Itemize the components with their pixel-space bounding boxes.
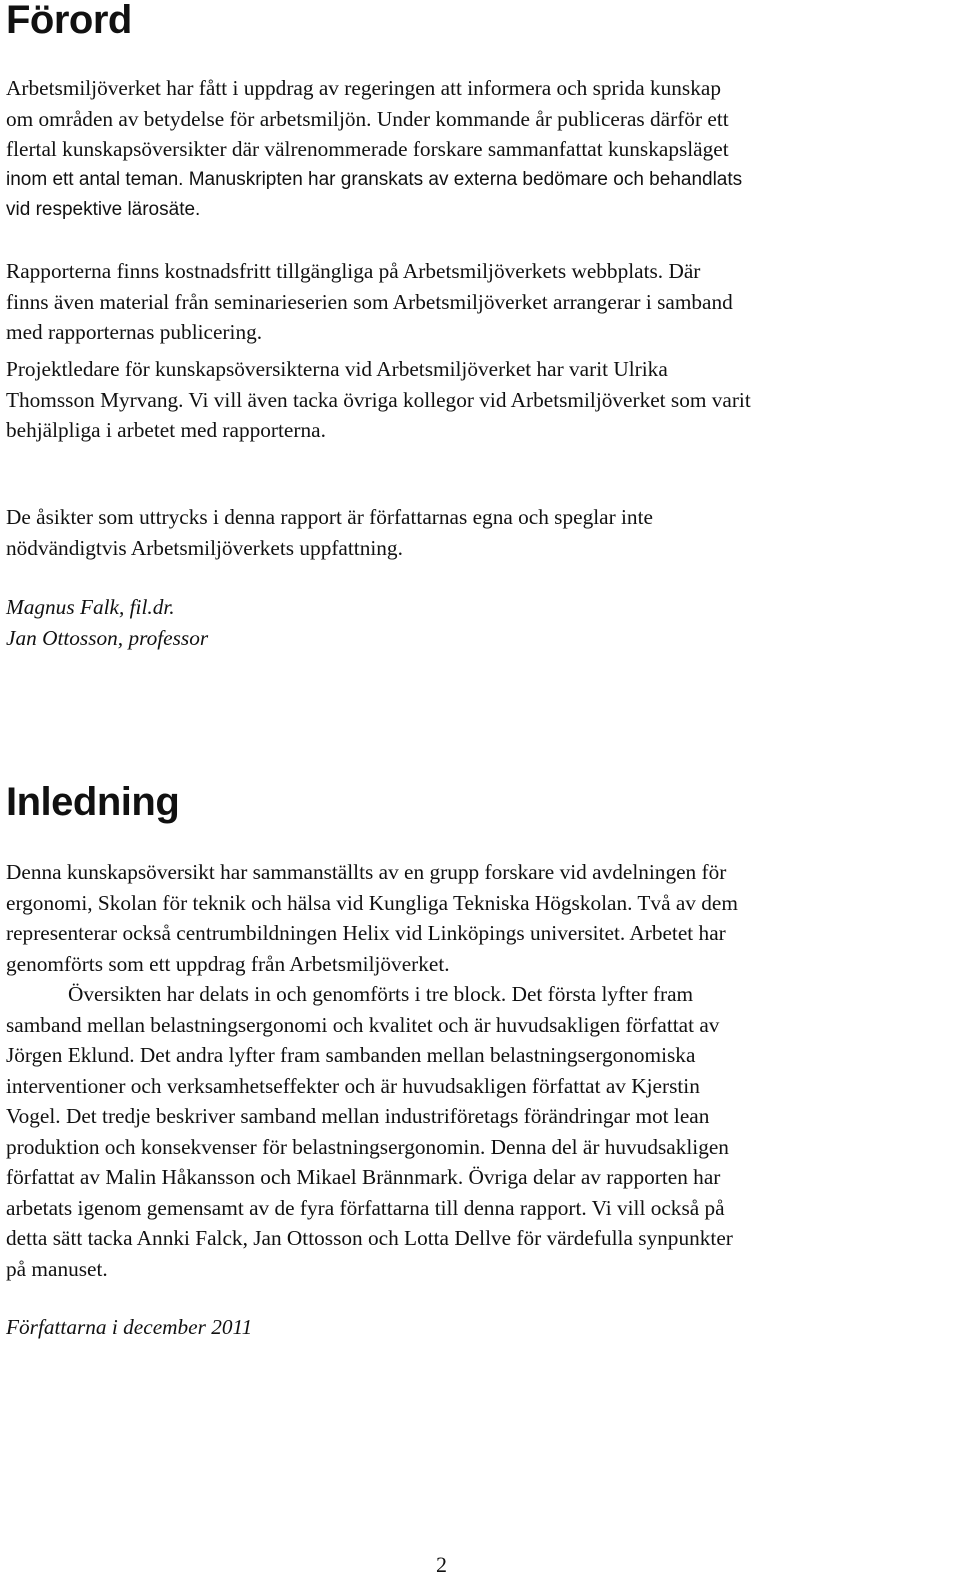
text-line: Projektledare för kunskapsöversikterna vid Arbetsmiljöverket har varit Ulrika xyxy=(6,357,668,381)
text-line: om områden av betydelse för arbetsmiljön. Under kommande år publiceras därför ett xyxy=(6,106,729,131)
date-line: Författarna i december 2011 xyxy=(6,1315,253,1339)
text-line: flertal kunskapsöversikter där välrenommerade forskare sammanfattat kunskapsläget xyxy=(6,137,729,161)
introduction-body xyxy=(6,857,952,1284)
foreword-paragraph-1 xyxy=(6,73,952,226)
foreword-paragraph-4 xyxy=(6,502,952,563)
text-line: Arbetsmiljöverket har fått i uppdrag av regeringen att informera och sprida kunskap xyxy=(6,76,721,100)
text-line: med rapporternas publicering. xyxy=(6,320,263,344)
text-line: genomförts som ett uppdrag från Arbetsmiljöverket. xyxy=(6,951,450,976)
text-line: Denna kunskapsöversikt har sammanställts av en grupp forskare vid avdelningen för xyxy=(6,860,727,884)
text-line: författat av Malin Håkansson och Mikael Brännmark. Övriga delar av rapporten har xyxy=(6,1165,721,1189)
text-line: finns även material från seminarieserien som Arbetsmiljöverket arrangerar i samband xyxy=(6,289,733,314)
text-line: nödvändigtvis Arbetsmiljöverkets uppfattning. xyxy=(6,535,403,560)
text-line: inom ett antal teman. Manuskripten har granskats av externa bedömare och behandlats xyxy=(6,168,743,190)
text-line: Översikten har delats in och genomförts i tre block. Det första lyfter fram xyxy=(68,982,694,1006)
foreword-heading: Förord xyxy=(6,0,132,42)
text-line: produktion och konsekvenser för belastningsergonomin. Denna del är huvudsakligen xyxy=(6,1134,729,1159)
text-line: Rapporterna finns kostnadsfritt tillgängliga på Arbetsmiljöverkets webbplats. Där xyxy=(6,259,701,283)
text-line: interventioner och verksamhetseffekter och är huvudsakligen författat av Kjerstin xyxy=(6,1073,700,1098)
text-line: De åsikter som uttrycks i denna rapport är författarnas egna och speglar inte xyxy=(6,505,653,529)
signature-line: Magnus Falk, fil.dr. xyxy=(6,595,175,619)
text-line: vid respektive lärosäte. xyxy=(6,199,201,220)
foreword-signatures xyxy=(6,592,952,654)
text-line: på manuset. xyxy=(6,1256,108,1281)
signature-line: Jan Ottosson, professor xyxy=(6,626,209,650)
text-line: Thomsson Myrvang. Vi vill även tacka övriga kollegor vid Arbetsmiljöverket som varit xyxy=(6,387,751,412)
text-line: arbetats igenom gemensamt av de fyra författarna till denna rapport. Vi vill också på xyxy=(6,1195,725,1220)
text-line: ergonomi, Skolan för teknik och hälsa vid Kungliga Tekniska Högskolan. Två av dem xyxy=(6,890,738,915)
foreword-paragraph-2 xyxy=(6,256,952,348)
text-line: detta sätt tacka Annki Falck, Jan Ottosson och Lotta Dellve för värdefulla synpunkter xyxy=(6,1226,733,1250)
page-number: 2 xyxy=(436,1552,447,1577)
foreword-paragraph-3 xyxy=(6,354,952,446)
introduction-heading: Inledning xyxy=(6,780,180,824)
text-line: samband mellan belastningsergonomi och kvalitet och är huvudsakligen författat av xyxy=(6,1012,720,1037)
text-line: representerar också centrumbildningen Helix vid Linköpings universitet. Arbetet har xyxy=(6,921,726,945)
text-line: behjälpliga i arbetet med rapporterna. xyxy=(6,418,326,442)
text-line: Jörgen Eklund. Det andra lyfter fram sambanden mellan belastningsergonomiska xyxy=(6,1043,696,1067)
text-line: Vogel. Det tredje beskriver samband mellan industriföretags förändringar mot lean xyxy=(6,1104,710,1128)
introduction-date-line xyxy=(6,1312,952,1343)
